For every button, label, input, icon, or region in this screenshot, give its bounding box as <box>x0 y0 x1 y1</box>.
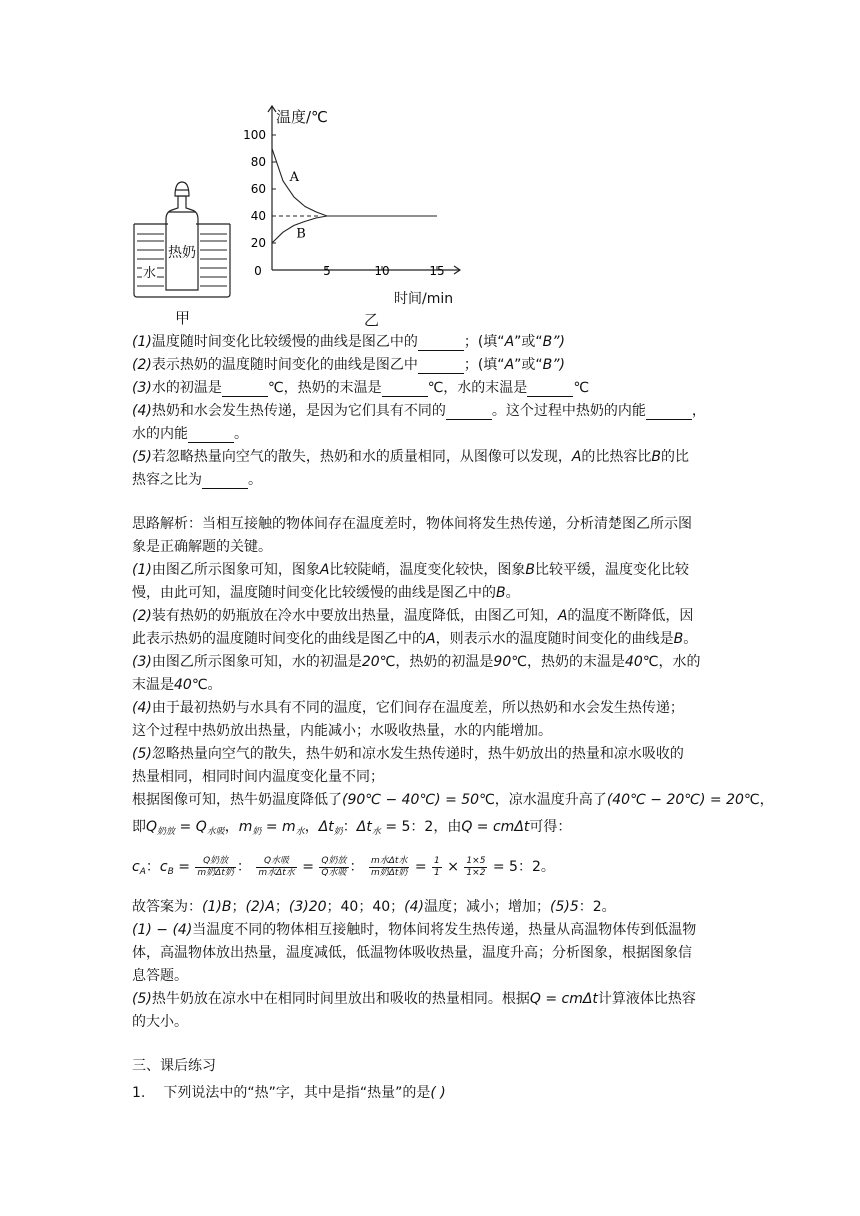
analysis-line-1: 思路解析：当相互接触的物体间存在温度差时，物体间将发生热传递，分析清楚图乙所示图 <box>132 516 692 532</box>
question-3: (3)水的初温是 ℃，热奶的末温是 ℃，水的末温是 ℃ <box>132 380 590 396</box>
analysis-line-9: (4)由于最初热奶与水具有不同的温度，它们间存在温度差，所以热奶和水会发生热传递； <box>132 700 684 716</box>
y-tick-label: 100 <box>243 128 266 142</box>
question-5-cont: 热容之比为 。 <box>132 472 262 488</box>
series-label-a: A <box>289 169 299 185</box>
fraction: $\frac{1\times 5}{1\times 2}$ <box>466 855 486 878</box>
series-label-b: B <box>296 226 306 242</box>
y-tick-label: 20 <box>250 236 266 250</box>
answer-blank <box>646 405 692 420</box>
y-tick-label: 80 <box>250 155 266 169</box>
water-label: 水 <box>142 262 157 281</box>
x-tick-label: 5 <box>323 264 331 278</box>
answer-blank <box>527 382 573 397</box>
fraction: $\frac{\text{Q奶放}}{\text{Q水吸}}$ <box>321 855 347 878</box>
analysis-line-11: (5)忽略热量向空气的散失，热牛奶和凉水发生热传递时，热牛奶放出的热量和凉水吸收的 <box>132 746 684 762</box>
fraction: $\frac{1}{1}$ <box>434 855 440 878</box>
analysis-line-7: (3)由图乙所示图象可知，水的初温是20℃，热奶的初温是90℃，热奶的末温是40℃，水的 <box>132 654 701 670</box>
review-line-5: 的大小。 <box>132 1014 188 1030</box>
answer-blank <box>222 382 268 397</box>
milk-bottle <box>166 182 198 290</box>
experiment-figure <box>128 104 468 329</box>
review-line-1: (1) − (4)当温度不同的物体相互接触时，物体间将发生热传递，热量从高温物体传到低温物 <box>132 922 697 938</box>
analysis-line-5: (2)装有热奶的奶瓶放在冷水中要放出热量，温度降低，由图乙可知，A的温度不断降低，因 <box>132 608 694 624</box>
analysis-line-10: 这个过程中热奶放出热量，内能减小；水吸收热量，水的内能增加。 <box>132 723 552 739</box>
answer-blank <box>202 474 248 489</box>
chart-x-title: 时间/min <box>394 291 454 307</box>
figure-label-yi: 乙 <box>364 311 380 329</box>
answer-line: 故答案为：(1)B；(2)A；(3)20；40；40；(4)温度；减小；增加；(5)5：2。 <box>132 899 616 915</box>
question-2: (2)表示热奶的温度随时间变化的曲线是图乙中 ；(填“A”或“B”) <box>132 357 565 373</box>
analysis-line-13: 根据图像可知，热牛奶温度降低了(90℃ − 40℃) = 50℃，凉水温度升高了(40℃ − 20℃) = 20℃， <box>132 792 774 808</box>
fraction: $\frac{\text{Q奶放}}{\text{m奶Δt奶}}$ <box>197 855 234 878</box>
question-5: (5)若忽略热量向空气的散失，热奶和水的质量相同，从图像可以发现，A的比热容比B的比 <box>132 449 690 465</box>
chart-y-title: 温度/℃ <box>276 108 328 126</box>
question-4-cont: 水的内能 。 <box>132 426 248 442</box>
chart-axes <box>268 106 460 274</box>
analysis-line-6: 此表示热奶的温度随时间变化的曲线是图乙中的A，则表示水的温度随时间变化的曲线是B。 <box>132 631 698 647</box>
x-tick-label: 10 <box>374 264 390 278</box>
analysis-line-3: (1)由图乙所示图象可知，图象A比较陡峭，温度变化较快，图象B比较平缓，温度变化比较 <box>132 562 690 578</box>
review-line-2: 体，高温物体放出热量，温度减低，低温物体吸收热量，温度升高；分析图象，根据图象信 <box>132 945 692 961</box>
question-4: (4)热奶和水会发生热传递，是因为它们具有不同的 。这个过程中热奶的内能 ， <box>132 403 706 419</box>
review-line-4: (5)热牛奶放在凉水中在相同时间里放出和吸收的热量相同。根据Q = cmΔt计算液体比热容 <box>132 991 696 1007</box>
x-tick-label: 15 <box>429 264 445 278</box>
formula-line: $c_A$：$c_B$ = $\frac{\text{Q奶放}}{\text{m奶Δt奶}}$ ： $\frac{\text{Q水吸}}{\text{m水Δt水}}$ = $\frac{\text{Q奶放}}{\text{Q水吸}}$ ： $\frac{\text{m水Δt水}}{\text{m奶Δt奶}}$ = $\frac{1}{1}$ × $\frac{1\times 5}{1\times 2}$ = 5：2。 <box>132 855 555 878</box>
bottle-label: 热奶 <box>168 245 196 261</box>
y-tick-label: 40 <box>250 209 266 223</box>
review-line-3: 息答题。 <box>132 968 188 984</box>
answer-blank <box>418 359 464 374</box>
y-tick-label: 60 <box>250 182 266 196</box>
x-tick-label: 0 <box>254 264 262 278</box>
question-1: (1)温度随时间变化比较缓慢的曲线是图乙中的 ；(填“A”或“B”) <box>132 334 565 350</box>
answer-blank <box>188 428 234 443</box>
analysis-line-8: 末温是40℃。 <box>132 677 222 693</box>
answer-blank <box>382 382 428 397</box>
answer-blank <box>418 336 464 351</box>
analysis-line-14: 即$Q_{奶放} = Q_{水吸}$，$m_奶 = m_水$，$\Delta t_奶$：$\Delta t_水 = 5$：2，由Q = cmΔt可得： <box>132 819 572 837</box>
chart-marks <box>243 128 445 278</box>
section-heading: 三、课后练习 <box>132 1058 216 1074</box>
analysis-line-4: 慢，由此可知，温度随时间变化比较缓慢的曲线是图乙中的B。 <box>132 585 520 601</box>
analysis-line-2: 象是正确解题的关键。 <box>132 539 272 555</box>
fraction: $\frac{\text{Q水吸}}{\text{m水Δt水}}$ <box>258 855 295 878</box>
answer-blank <box>446 405 492 420</box>
figure-label-jia: 甲 <box>175 309 191 327</box>
exercise-question-1: 1. 下列说法中的“热”字，其中是指“热量”的是( ) <box>132 1085 446 1101</box>
analysis-line-12: 热量相同，相同时间内温度变化量不同； <box>132 769 384 785</box>
fraction: $\frac{\text{m水Δt水}}{\text{m奶Δt奶}}$ <box>370 855 408 878</box>
